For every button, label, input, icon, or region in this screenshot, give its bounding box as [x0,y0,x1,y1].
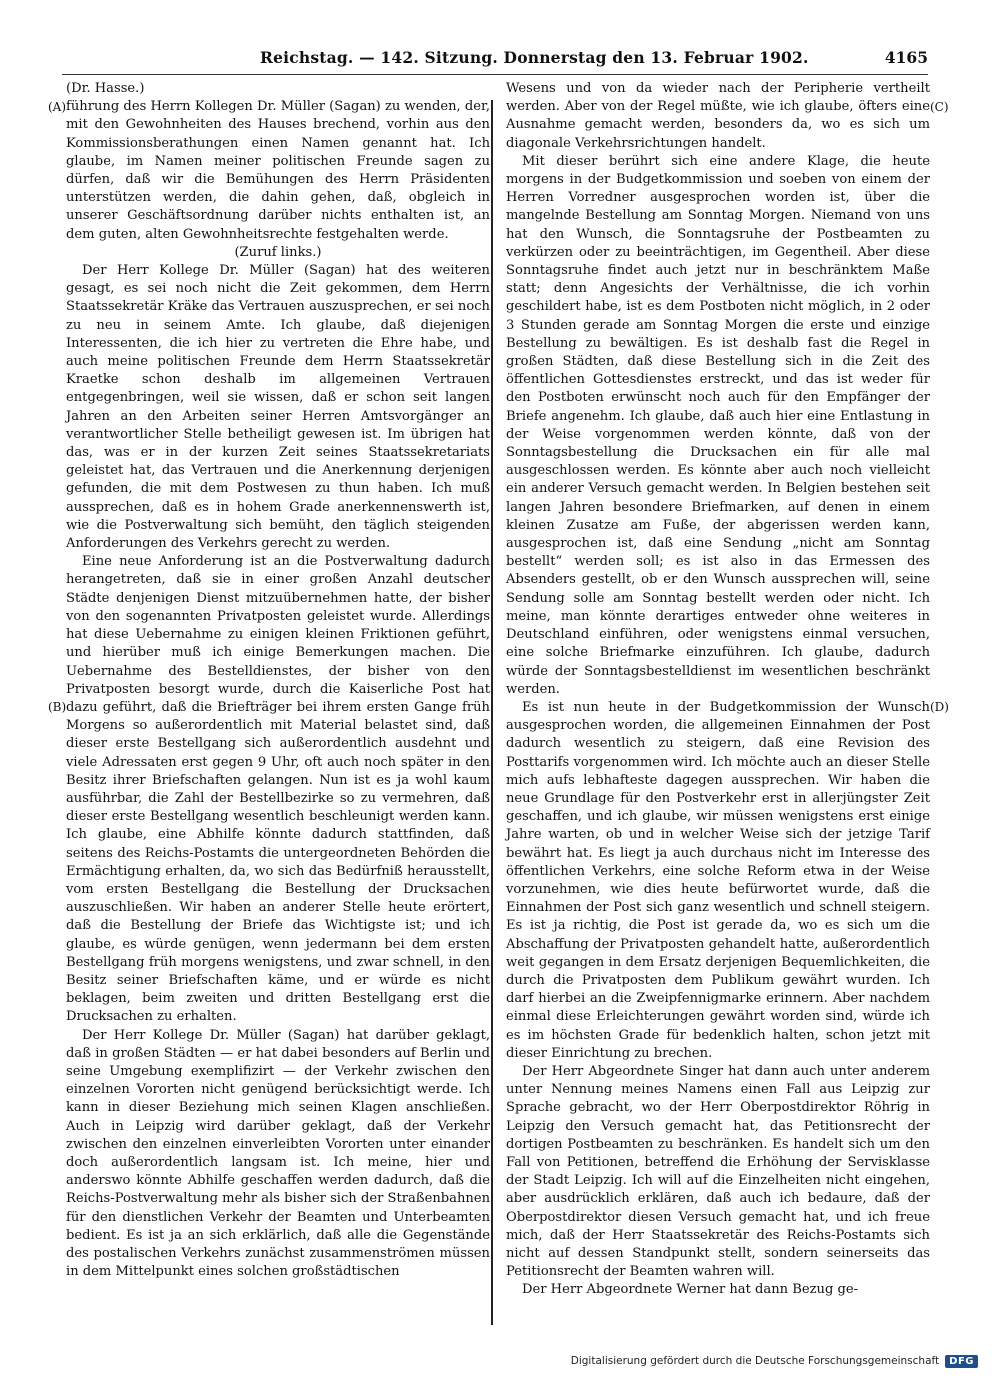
digitization-footer [571,1352,978,1370]
paragraph: Der Herr Abgeordnete Werner hat dann Bezug ge- [522,1282,859,1298]
page-header [60,48,928,72]
funding-credit: Digitalisierung gefördert durch die Deutsche Forschungsgemeinschaft [570,1355,940,1367]
column-divider [491,100,493,1325]
paragraph: Wesens und von da wieder nach der Peripherie vertheilt werden. Aber von der Regel müßte, wie ich glaube, öfters eine Ausnahme gemacht werden, besonders da, wo es sich um diagonale Verkehrsrichtungen handelt. [506,81,930,151]
paragraph: Eine neue Anforderung ist an die Postverwaltung dadurch herangetreten, daß sie in einer großen Anzahl deutscher Städte denjenigen Dienst mitzuübernehmen hatte, der bisher von den sogenannten Privatposten geleistet wurde. Allerdings hat diese Uebernahme zu einigen kleinen Friktionen geführt, und hierüber muß ich einige Bemerkungen machen. Die Uebernahme des Bestelldienstes, der bisher von den Privatposten besorgt wurde, durch die Kaiserliche Post hat dazu geführt, daß die Briefträger bei ihrem ersten Gange früh Morgens so außerordentlich mit Material belastet sind, daß dieser erste Bestellgang sich außerordentlich ausdehnt und viele Adressaten erst gegen 9 Uhr, oft auch noch später in den Besitz ihrer Briefschaften gelangen. Nun ist es ja wohl kaum ausführbar, die Zahl der Bestellbezirke so zu vermehren, daß dieser erste Bestellgang wesentlich beschleunigt werden kann. Ich glaube, eine Abhilfe könnte dadurch stattfinden, daß seitens des Reichs-Postamts die untergeordneten Behörden die Ermächtigung erhalten, da, wo sich das Bedürfniß herausstellt, vom ersten Bestellgang die Bestellung der Drucksachen auszuschließen. Wir haben an anderer Stelle heute erörtert, daß die Bestellung der Briefe das Wichtigste ist; und ich glaube, es würde genügen, wenn jedermann bei dem ersten Bestellgang früh morgens wenigstens, und zwar schnell, in den Besitz seiner Briefschaften käme, und er würde es nicht beklagen, beim zweiten und dritten Bestellgang erst die Drucksachen zu erhalten. [66,554,490,1025]
dfg-logo-icon: DFG [945,1355,978,1368]
left-column [66,80,490,1281]
margin-marker-d: (D) [930,700,949,714]
paragraph: führung des Herrn Kollegen Dr. Müller (Sagan) zu wenden, der, mit den Gewohnheiten des Hauses brechend, vorhin aus den Kommissionsberathungen einen Namen genannt hat. Ich glaube, im Namen meiner politischen Freunde sagen zu dürfen, daß wir die Bemühungen des Herrn Präsidenten unterstützen werden, die dahin gehen, daß, obgleich in unserer Geschäftsordnung darüber nichts enthalten ist, an dem guten, alten Gewohnheitsrechte festgehalten werde. [66,99,490,242]
margin-marker-b: (B) [48,700,67,714]
speaker-note: (Dr. Hasse.) [66,81,145,96]
paragraph: Der Herr Kollege Dr. Müller (Sagan) hat darüber geklagt, daß in großen Städten — er hat dabei besonders auf Berlin und seine Umgebung exemplifizirt — der Verkehr zwischen den einzelnen Vororten nicht genügend berücksichtigt werde. Ich kann in dieser Beziehung mich seinen Klagen anschließen. Auch in Leipzig wird darüber geklagt, daß der Verkehr zwischen den einzelnen einverleibten Vororten unter einander doch außerordentlich langsam ist. Ich meine, hier und anderswo könnte Abhilfe geschaffen werden dadurch, daß die Reichs-Postverwaltung mehr als bisher sich der Straßenbahnen für den dienstlichen Verkehr der Beamten und Unterbeamten bedient. Es ist ja an sich erklärlich, daß alle die Gegenstände des postalischen Verkehrs zunächst zusammenströmen müssen in dem Mittelpunkt eines solchen großstädtischen [66,1027,490,1280]
page-number: 4165 [884,48,928,67]
margin-marker-c: (C) [930,100,949,114]
paragraph: Mit dieser berührt sich eine andere Klage, die heute morgens in der Budgetkommission und soeben von einem der Herren Vorredner ausgesprochen worden ist, über die mangelnde Bestellung am Sonntag Morgen. Niemand von uns hat den Wunsch, die Sonntagsruhe der Postbeamten zu verkürzen oder zu beeinträchtigen, im Gegentheil. Aber diese Sonntagsruhe findet auch jetzt nur in beschränktem Maße statt; denn Angesichts der Verhältnisse, die ich vorhin geschildert habe, ist es dem Postboten nicht möglich, in 2 oder 3 Stunden gerade am Sonntag Morgen die erste und einzige Bestellung zu bewältigen. Es ist deshalb fast die Regel in großen Städten, daß diese Bestellung sich in die Zeit des öffentlichen Gottesdienstes erstreckt, und das ist weder für den Postboten erwünscht noch auch für den Empfänger der Briefe angenehm. Ich glaube, daß auch hier eine Entlastung in der Weise vorgenommen werden könnte, daß von der Sonntagsbestellung die Drucksachen ein für alle mal ausgeschlossen werden. Es könnte aber auch noch vielleicht ein anderer Versuch gemacht werden. In Belgien bestehen seit langen Jahren besondere Briefmarken, auf denen in einem kleinen Zusatze am Fuße, der abgerissen werden kann, ausgesprochen ist, daß eine Sendung „nicht am Sonntag bestellt“ werden soll; es ist also in das Ermessen des Absenders gestellt, ob er den Wunsch aussprechen will, seine Sendung solle am Sonntag bestellt werden oder nicht. Ich meine, man könnte derartiges entweder ohne weiteres in Deutschland einführen, oder wenigstens einmal versuchen, eine solche Briefmarke einzuführen. Ich glaube, dadurch würde der Sonntagsbestelldienst im wesentlichen beschränkt werden. [506,153,930,697]
interjection: (Zuruf links.) [234,244,322,260]
paragraph: Es ist nun heute in der Budgetkommission der Wunsch ausgesprochen worden, die allgemeinen Einnahmen der Post dadurch wesentlich zu steigern, daß eine Revision des Posttarifs vorgenommen wird. Ich möchte auch an dieser Stelle mich aufs lebhafteste dagegen aussprechen. Wir haben die neue Grundlage für den Postverkehr erst in allerjüngster Zeit geschaffen, und ich glaube, wir müssen wenigstens erst einige Jahre warten, ob und in welcher Weise sich der jetzige Tarif bewährt hat. Es liegt ja auch durchaus nicht im Interesse des öffentlichen Verkehrs, eine solche Reform etwa in der Weise vorzunehmen, wie dies heute befürwortet wurde, daß die Einnahmen der Post sich ganz wesentlich und schnell steigern. Es ist ja richtig, die Post ist gerade da, wo es sich um die Abschaffung der Privatposten gehandelt hatte, außerordentlich weit gegangen in dem Ersatz derjenigen Bequemlichkeiten, die durch die Privatposten dem Publikum gewährt wurden. Ich darf hierbei an die Zweipfennigmarke erinnern. Aber nachdem einmal diese Erleichterungen gewährt worden sind, würde ich es im höchsten Grade für bedenklich halten, schon jetzt mit dieser Einrichtung zu brechen. [506,699,930,1061]
paragraph: Der Herr Kollege Dr. Müller (Sagan) hat des weiteren gesagt, es sei noch nicht die Zeit gekommen, dem Herrn Staatssekretär Kräke das Vertrauen auszusprechen, er sei noch zu neu in seinem Amte. Ich glaube, daß diejenigen Interessenten, die ich hier zu vertreten die Ehre habe, und auch meine politischen Freunde dem Herrn Staatssekretär Kraetke schon deshalb im allgemeinen Vertrauen entgegenbringen, weil sie wissen, daß er schon seit langen Jahren an den Arbeiten seiner Herren Amtsvorgänger an verantwortlicher Stelle betheiligt gewesen ist. Im übrigen hat das, was er in der kurzen Zeit seines Staatssekretariats geleistet hat, das Vertrauen und die Anerkennung derjenigen gefunden, die mit dem Postwesen zu thun haben. Ich muß aussprechen, daß es in hohem Grade anerkennenswerth ist, wie die Postverwaltung sich bemüht, den täglich steigenden Anforderungen des Verkehrs gerecht zu werden. [66,263,490,552]
header-rule [62,74,928,75]
right-column [506,80,930,1300]
paragraph: Der Herr Abgeordnete Singer hat dann auch unter anderem unter Nennung meines Namens einen Fall aus Leipzig zur Sprache gebracht, wo der Herr Oberpostdirektor Röhrig in Leipzig den Versuch gemacht hat, das Petitionsrecht der dortigen Postbeamten zu beschränken. Es handelt sich um den Fall von Petitionen, betreffend die Erhöhung der Servisklasse der Stadt Leipzig. Ich will auf die Einzelheiten nicht eingehen, aber ausdrücklich erklären, daß auch ich bedaure, daß der Oberpostdirektor diesen Versuch gemacht hat, und ich freue mich, daß der Herr Staatssekretär des Reichs-Postamts sich nicht auf dessen Standpunkt stellt, sondern seinerseits das Petitionsrecht der Beamten wahren will. [506,1063,930,1280]
margin-marker-a: (A) [48,100,67,114]
running-title: Reichstag. — 142. Sitzung. Donnerstag den 13. Februar 1902. [260,48,809,67]
